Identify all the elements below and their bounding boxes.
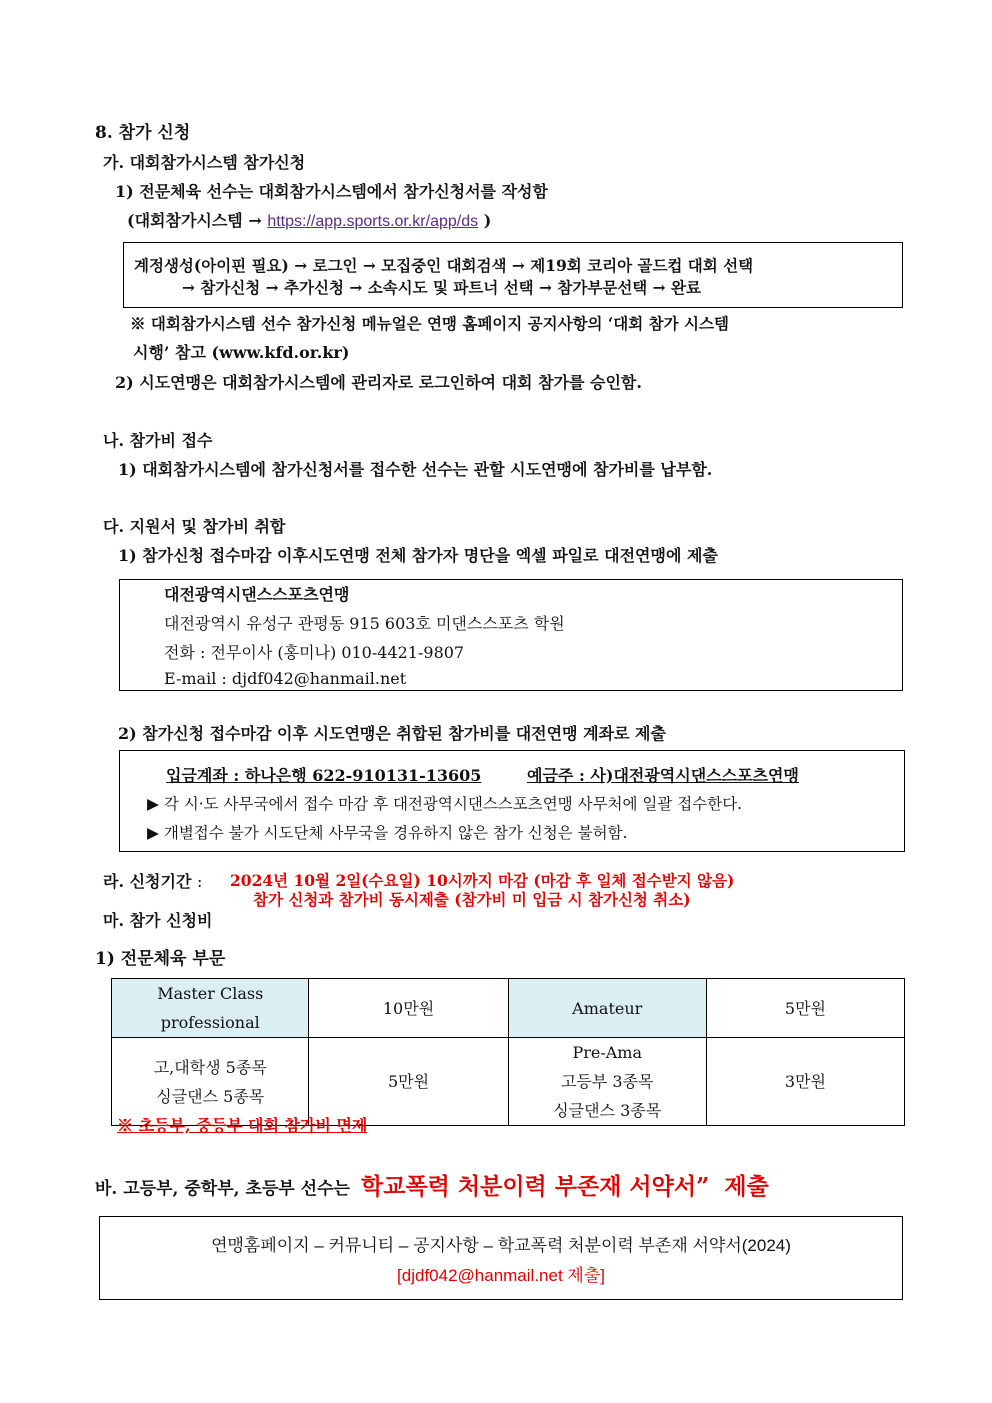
- fee-highschool-line1: 고,대학생 5종목: [153, 1057, 267, 1077]
- system-link-suffix: ): [483, 211, 492, 230]
- fee-cell-master: [112, 979, 309, 1038]
- section-title: 8. 참가 신청: [95, 123, 191, 143]
- fee-cell-preama: [508, 1038, 706, 1126]
- fee-exempt-note: ※ 초등부, 중등부 대회 참가비 면제: [117, 1116, 368, 1135]
- ra-period-line1: 2024년 10월 2일(수요일) 10시까지 마감 (마감 후 일체 접수받지 않음): [230, 871, 735, 890]
- fee-preama-line1: Pre-Ama: [572, 1043, 643, 1062]
- fee-preama-line3: 싱글댄스 3종목: [553, 1101, 662, 1120]
- da-item1: 1) 참가신청 접수마감 이후시도연맹 전체 참가자 명단을 엑셀 파일로 대전연맹에 제출: [118, 546, 718, 565]
- manual-note-line1: ※ 대회참가시스템 선수 참가신청 메뉴얼은 연맹 홈페이지 공지사항의 ‘대회 참가 시스템: [130, 314, 729, 333]
- fee-master-line2: professional: [160, 1013, 260, 1032]
- flow-line-2: → 참가신청 → 추가신청 → 소속시도 및 파트너 선택 → 참가부문선택 → 완료: [182, 278, 701, 297]
- fee-master-line1: Master Class: [157, 984, 264, 1003]
- ga-item2: 2) 시도연맹은 대회참가시스템에 관리자로 로그인하여 대회 참가를 승인함.: [115, 373, 642, 392]
- system-link-line: [127, 208, 491, 231]
- contact-email: E-mail : djdf042@hanmail.net: [164, 669, 407, 688]
- table-row: [112, 979, 905, 1038]
- subsection-da-heading: 다. 지원서 및 참가비 취합: [103, 517, 286, 536]
- pledge-path: 연맹홈페이지 – 커뮤니티 – 공지사항 – 학교폭력 처분이력 부존재 서약서(2024): [211, 1236, 791, 1255]
- flow-line-1: 계정생성(아이핀 필요) → 로그인 → 모집중인 대회검색 → 제19회 코리아 골드컵 대회 선택: [134, 256, 754, 275]
- fee-cell-amateur-amount: 5만원: [706, 979, 904, 1038]
- manual-note-line2: 시행’ 참고 (www.kfd.or.kr): [133, 343, 350, 362]
- account-box: [119, 750, 905, 852]
- contact-phone: 전화 : 전무이사 (홍미나) 010-4421-9807: [164, 643, 465, 662]
- ga-item1: 1) 전문체육 선수는 대회참가시스템에서 참가신청서를 작성함: [115, 182, 548, 201]
- na-item1: 1) 대회참가시스템에 참가신청서를 접수한 선수는 관할 시도연맹에 참가비를 납부함.: [118, 460, 713, 479]
- ra-colon: :: [197, 872, 203, 891]
- ba-highlight: 학교폭력 처분이력 부존재 서약서”: [361, 1173, 710, 1200]
- subsection-ga-heading: 가. 대회참가시스템 참가신청: [103, 153, 306, 172]
- fee-cell-amateur: Amateur: [508, 979, 706, 1038]
- ma-sub-heading: 1) 전문체육 부문: [95, 949, 226, 969]
- contact-org: 대전광역시댄스스포츠연맹: [164, 585, 350, 604]
- da-item2: 2) 참가신청 접수마감 이후 시도연맹은 취합된 참가비를 대전연맹 계좌로 제출: [118, 724, 666, 743]
- ra-label: [103, 869, 202, 892]
- fee-table: [111, 978, 905, 1126]
- pledge-box: [99, 1216, 903, 1300]
- subsection-na-heading: 나. 참가비 접수: [103, 431, 213, 450]
- system-link-prefix: (대회참가시스템 →: [127, 211, 262, 230]
- contact-address: 대전광역시 유성구 관평동 915 603호 미댄스스포츠 학원: [164, 614, 565, 633]
- system-url-link[interactable]: https://app.sports.or.kr/app/ds: [267, 213, 479, 230]
- account-bullet-2: ▶ 개별접수 불가 시도단체 사무국을 경유하지 않은 참가 신청은 불허함.: [147, 824, 628, 842]
- ba-prefix: 바. 고등부, 중학부, 초등부 선수는: [95, 1179, 350, 1199]
- pledge-email: [djdf042@hanmail.net 제출]: [397, 1266, 605, 1285]
- subsection-ma-heading: 마. 참가 신청비: [103, 911, 213, 930]
- fee-preama-line2: 고등부 3종목: [560, 1072, 654, 1091]
- account-bullet-1: ▶ 각 시·도 사무국에서 접수 마감 후 대전광역시댄스스포츠연맹 사무처에 일괄 접수한다.: [147, 795, 743, 813]
- ba-suffix: 제출: [724, 1173, 769, 1200]
- ra-label-text: 라. 신청기간: [103, 872, 192, 891]
- account-holder: 예금주 : 사)대전광역시댄스스포츠연맹: [527, 766, 799, 785]
- contact-box: [119, 579, 903, 691]
- account-number: 입금계좌 : 하나은행 622-910131-13605: [166, 766, 482, 785]
- registration-flow-box: [123, 242, 903, 308]
- ra-period-line2: 참가 신청과 참가비 동시제출 (참가비 미 입금 시 참가신청 취소): [253, 890, 691, 909]
- ba-line: [95, 1168, 769, 1201]
- fee-cell-highschool-amount: 5만원: [309, 1038, 508, 1126]
- fee-cell-master-amount: 10만원: [309, 979, 508, 1038]
- fee-cell-preama-amount: 3만원: [706, 1038, 904, 1126]
- fee-highschool-line2: 싱글댄스 5종목: [156, 1086, 265, 1106]
